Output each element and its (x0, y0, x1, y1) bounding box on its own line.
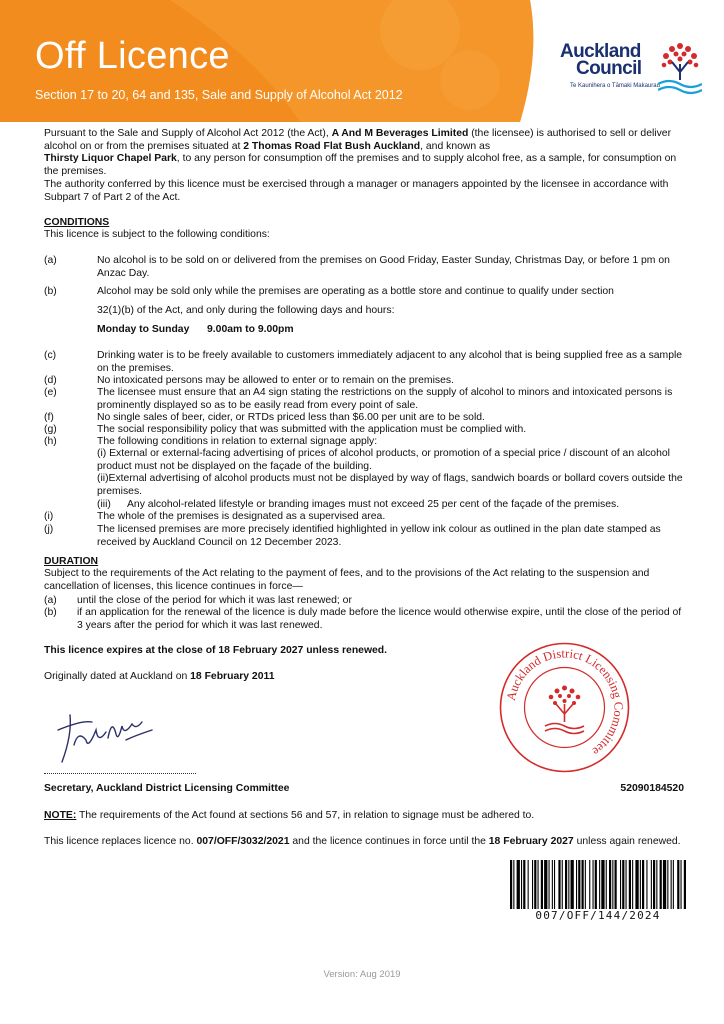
intro-text: , to any person for consumption off the premises and to supply alcohol free, as a sample, for consumption on the premises. (44, 153, 677, 177)
barcode-bar (646, 860, 647, 912)
barcode-bar (554, 860, 555, 912)
logo-line2: Council (576, 58, 642, 79)
condition-text: No alcohol is to be sold on or delivered from the premises on Good Friday, Easter Sunday, Christmas Day, or before 1 pm on Anzac Day. (97, 255, 670, 279)
barcode-bar (663, 860, 666, 912)
condition-label: (j) (44, 524, 54, 535)
barcode-bar (635, 860, 638, 912)
replaces-text: and the licence continues in force until the (289, 836, 489, 847)
previous-licence-number: 007/OFF/3032/2021 (196, 836, 290, 847)
barcode-bar (620, 860, 621, 912)
duration-text: if an application for the renewal of the licence is duly made before the licence would otherwise expire, until the close of the period of 3 years after the period for which it was last renewed. (77, 607, 682, 631)
barcode-number: 007/OFF/144/2024 (510, 909, 686, 923)
barcode-bar (538, 860, 539, 912)
barcode-bar (601, 860, 604, 912)
condition-text: The social responsibility policy that was submitted with the application must be complied with. (97, 424, 527, 435)
barcode-bar (549, 860, 550, 912)
barcode-bar (544, 860, 547, 912)
duration-label: (b) (44, 607, 57, 618)
conditions-heading: CONDITIONS (44, 217, 110, 228)
premises-name: Thirsty Liquor Chapel Park (44, 153, 177, 165)
note-paragraph (44, 810, 684, 823)
barcode-bar (565, 860, 567, 912)
barcode-bar (568, 860, 569, 912)
replaces-text: This licence replaces licence no. (44, 836, 197, 847)
barcode-bar (541, 860, 543, 912)
page-subtitle: Section 17 to 20, 64 and 135, Sale and Supply of Alcohol Act 2012 (35, 88, 403, 102)
barcode-bar (651, 860, 652, 912)
condition-text: The whole of the premises is designated as a supervised area. (97, 511, 386, 522)
condition-label: (a) (44, 255, 57, 266)
duration-heading: DURATION (44, 556, 99, 567)
barcode-bar (576, 860, 577, 912)
licensing-committee-stamp (497, 640, 632, 775)
barcode-bar (629, 860, 631, 912)
barcode-bar (528, 860, 529, 912)
barcode-bar (517, 860, 520, 912)
barcode-bar (532, 860, 533, 912)
duration-label: (a) (44, 595, 57, 606)
stamp-text: Auckland District Licensing Committee (503, 646, 626, 759)
trading-days: Monday to Sunday (97, 324, 190, 335)
barcode-bar (513, 860, 514, 912)
replaces-paragraph (44, 836, 684, 849)
condition-label: (f) (44, 412, 54, 423)
conditions-lead: This licence is subject to the following conditions: (44, 229, 270, 240)
barcode-bar (656, 860, 657, 912)
condition-text: The following conditions in relation to external signage apply: (97, 436, 378, 447)
signature-line (44, 773, 196, 775)
barcode-bar (632, 860, 633, 912)
barcode-bar (615, 860, 617, 912)
condition-text: 32(1)(b) of the Act, and only during the following days and hours: (97, 305, 395, 316)
intro-text: Pursuant to the Sale and Supply of Alcohol Act 2012 (the Act), (44, 128, 332, 139)
note-label: NOTE: (44, 810, 77, 821)
barcode-bar (640, 860, 641, 912)
barcode-bar (582, 860, 584, 912)
original-date-prefix: Originally dated at Auckland on (44, 671, 191, 682)
replaces-text: unless again renewed. (573, 836, 681, 847)
barcode-bar (612, 860, 613, 912)
version-footer: Version: Aug 2019 (323, 969, 401, 980)
condition-text: (ii)External advertising of alcohol products must not be displayed by way of flags, sandwich boards or bollard covers outside the premises. (97, 473, 683, 497)
barcode-bar (671, 860, 672, 912)
pohutukawa-icon (549, 686, 581, 706)
condition-text: The licensee must ensure that an A4 sign stating the restrictions on the supply of alcohol to minors and intoxicated persons is prominently displayed so as to be easily read from every point of sale. (97, 387, 673, 411)
barcode-bar (622, 860, 624, 912)
duration-text: until the close of the period for which it was last renewed; or (77, 595, 352, 606)
header-banner (0, 0, 724, 122)
condition-text: No intoxicated persons may be allowed to enter or to remain on the premises. (97, 375, 454, 386)
condition-text: Alcohol may be sold only while the premises are operating as a bottle store and continue to qualify under section (97, 286, 614, 297)
logo-tagline: Te Kaunihera o Tāmaki Makaurau (570, 83, 660, 89)
barcode-bar (626, 860, 627, 912)
barcode-bar (593, 860, 594, 912)
barcode-bar (534, 860, 536, 912)
barcode-bar (523, 860, 525, 912)
barcode-bar (667, 860, 668, 912)
barcode-bar (677, 860, 679, 912)
authority-paragraph: The authority conferred by this licence must be exercised through a manager or managers appointed by the licensee in accordance with Subpart 7 of Part 2 of the Act. (44, 179, 669, 203)
barcode-bar (609, 860, 611, 912)
intro-paragraph (44, 128, 684, 178)
note-text: The requirements of the Act found at sections 56 and 57, in relation to signage must be adhered to. (76, 810, 535, 821)
condition-label: (iii) (97, 499, 111, 510)
condition-label: (c) (44, 350, 57, 361)
condition-label: (g) (44, 424, 57, 435)
barcode-bar (684, 860, 686, 912)
signatory-title: Secretary, Auckland District Licensing Committee (44, 783, 290, 794)
barcode-bar (562, 860, 563, 912)
duration-lead: Subject to the requirements of the Act relating to the payment of fees, and to the provisions of the Act relating to the suspension and cancellation of licenses, this licence continues in force— (44, 568, 650, 592)
barcode-bar (660, 860, 662, 912)
premises-address: 2 Thomas Road Flat Bush Auckland (243, 140, 421, 152)
condition-text: No single sales of beer, cider, or RTDs priced less than $6.00 per unit are to be sold. (97, 412, 485, 423)
intro-text: (the licensee) is authorised to sell or deliver alcohol on or from the premises situated at (44, 128, 672, 152)
barcode-bar (673, 860, 674, 912)
barcode-bar (595, 860, 597, 912)
condition-text: Drinking water is to be freely available to customers immediately adjacent to any alcohol that is being supplied free as a sample on the premises. (97, 350, 683, 374)
original-date-value: 18 February 2011 (190, 671, 275, 682)
barcode-bar (585, 860, 586, 912)
condition-text: The licensed premises are more precisely identified highlighted in yellow ink colour as outlined in the plan date stamped as received by Auckland Council on 12 December 2023. (97, 524, 661, 548)
barcode-bar (589, 860, 590, 912)
barcode-bar (521, 860, 522, 912)
condition-label: (e) (44, 387, 57, 398)
expiry-statement: This licence expires at the close of 18 February 2027 unless renewed. (44, 645, 388, 656)
condition-label: (d) (44, 375, 57, 386)
barcode-bar (606, 860, 607, 912)
reference-number: 52090184520 (620, 783, 684, 794)
barcode-bar (642, 860, 644, 912)
pohutukawa-icon (658, 40, 702, 96)
condition-label: (h) (44, 436, 57, 447)
barcode-bar (599, 860, 600, 912)
barcode-bar (681, 860, 682, 912)
condition-text: (i) External or external-facing advertising of prices of alcohol products, or promotion of a special price / discount of an alcohol product must not be displayed on the façade of the building. (97, 448, 670, 472)
secretary-signature (52, 700, 162, 770)
condition-label: (b) (44, 286, 57, 297)
auckland-council-logo (560, 40, 710, 100)
barcode-bar (653, 860, 655, 912)
continues-until-date: 18 February 2027 (488, 836, 574, 847)
logo-line1: Auckland (560, 41, 641, 62)
condition-label: (i) (44, 511, 54, 522)
barcode-bar (571, 860, 574, 912)
barcode-bar (558, 860, 560, 912)
page-title: Off Licence (35, 35, 230, 77)
licensee-name: A And M Beverages Limited (331, 128, 469, 139)
condition-text: Any alcohol-related lifestyle or branding images must not exceed 25 per cent of the façade of the premises. (127, 499, 620, 510)
intro-text: , and known as (420, 140, 491, 152)
barcode-bar (578, 860, 580, 912)
barcode-bar (510, 860, 512, 912)
trading-times: 9.00am to 9.00pm (207, 324, 294, 335)
barcode-bar (552, 860, 553, 912)
